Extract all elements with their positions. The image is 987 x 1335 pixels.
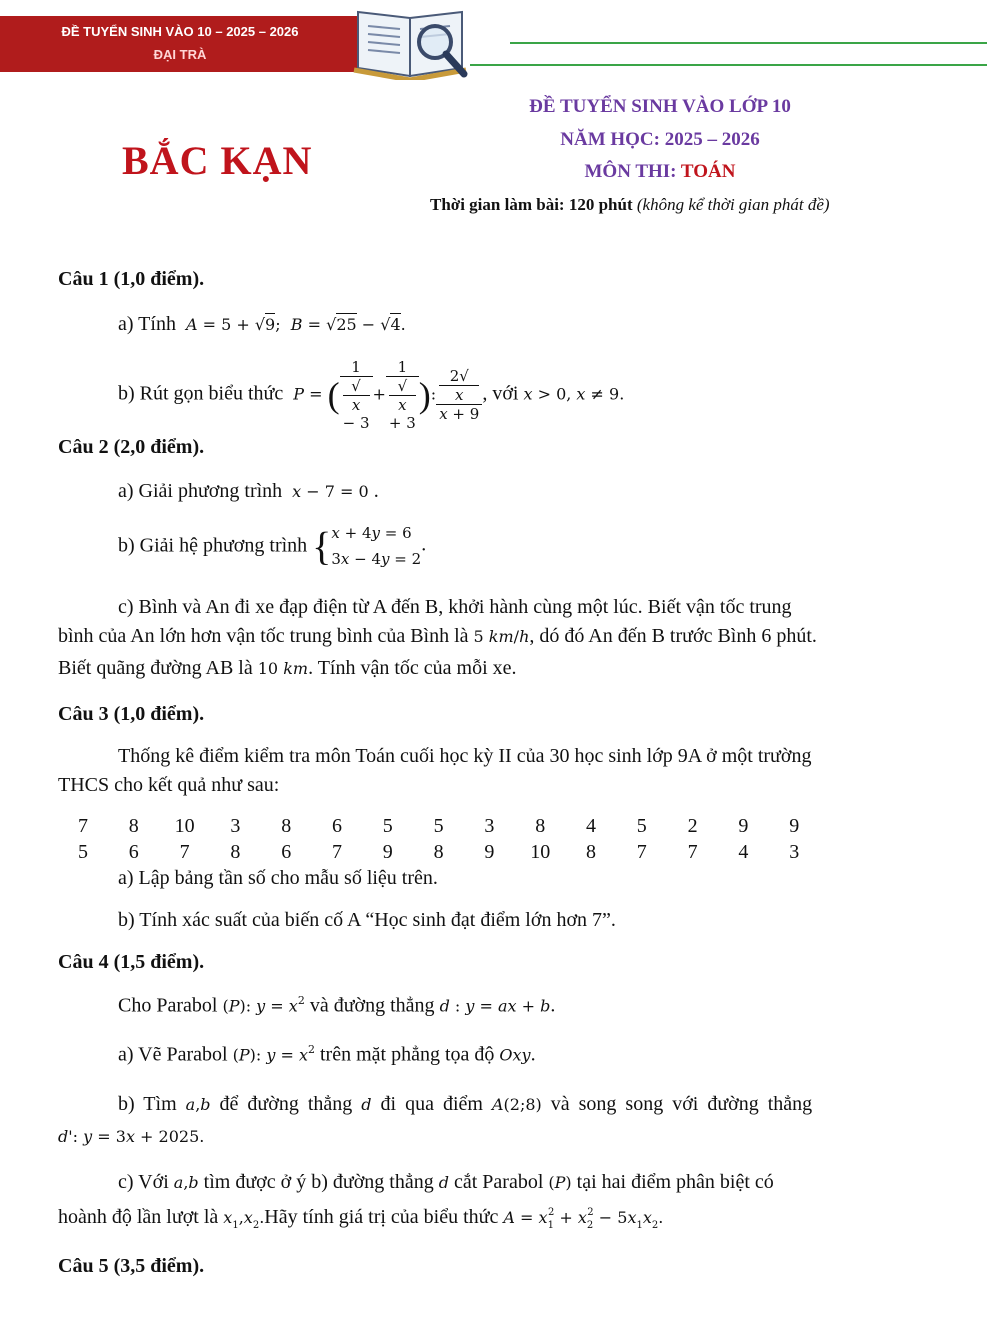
data-value: 4	[586, 815, 596, 837]
data-value: 9	[738, 815, 749, 837]
data-value: 7	[332, 841, 342, 863]
data-value: 3	[484, 815, 495, 837]
question-2c-line3: Biết quãng đường AB là 10 km. Tính vận tốc của mỗi xe.	[58, 657, 517, 679]
data-value: 6	[128, 841, 139, 863]
data-value: 5	[636, 815, 647, 837]
question-3-intro-line1: Thống kê điểm kiểm tra môn Toán cuối học kỳ II của 30 học sinh lớp 9A ở một trường	[118, 745, 812, 767]
data-value: 4	[738, 841, 749, 863]
data-value: 5	[382, 815, 393, 837]
question-5-title: Câu 5 (3,5 điểm).	[58, 1255, 205, 1277]
data-value: 9	[789, 815, 800, 837]
data-value: 3	[230, 815, 241, 837]
data-value: 6	[281, 841, 292, 863]
question-4a: a) Vẽ Parabol (P): $y = x^2$ trên mặt phẳng tọa độ Oxy.	[118, 1043, 536, 1066]
question-3-title: Câu 3 (1,0 điểm).	[58, 703, 205, 725]
question-4c-line2: hoành độ lần lượt là $x_1,x_2.Hãy$ tính giá trị của biểu thức $A = x_1^2 + x_2^2 - 5x_1x_2$.	[58, 1206, 664, 1231]
exam-title: ĐỀ TUYỂN SINH VÀO LỚP 10	[529, 96, 791, 117]
data-value: 9	[484, 841, 495, 863]
data-value: 10	[530, 841, 551, 863]
question-4b-line1: b) Tìm a,b để đường thẳng d đi qua điểm A(2;8) và song song với đường thẳng	[118, 1093, 813, 1115]
question-4-title: Câu 4 (1,5 điểm).	[58, 951, 205, 973]
data-value: 8	[433, 841, 444, 863]
question-2-title: Câu 2 (2,0 điểm).	[58, 436, 205, 458]
data-value: 7	[636, 841, 647, 863]
data-value: 3	[789, 841, 800, 863]
question-3b: b) Tính xác suất của biến cố A “Học sinh đạt điểm lớn hơn 7”.	[118, 909, 616, 931]
data-value: 8	[230, 841, 241, 863]
data-value: 8	[535, 815, 546, 837]
divider-line	[470, 64, 987, 66]
question-1b: b) Rút gọn biểu thức P = ( 1 √ x − 3 + 1 √ x + 3 ): 2√ x x + 9 , với x > 0, x ≠ 9.	[118, 358, 625, 432]
question-4-intro: Cho Parabol (P): $y = x^2$ và đường thẳng d : y = ax + b.	[118, 994, 556, 1017]
school-name: BẮC KẠN	[122, 138, 313, 183]
data-value: 8	[586, 841, 596, 863]
banner-subtitle: ĐẠI TRÀ	[153, 47, 207, 62]
school-year: NĂM HỌC: 2025 – 2026	[560, 129, 760, 150]
question-1a: a) Tính A = 5 + √9; B = √25 − √4.	[118, 313, 406, 335]
question-2b: b) Giải hệ phương trình {x + 4y = 6 3x − 4y = 2.	[118, 523, 427, 569]
question-4b-line2: d': y = 3x + 2025.	[58, 1127, 205, 1146]
data-value: 10	[174, 815, 195, 837]
question-1-title: Câu 1 (1,0 điểm).	[58, 268, 205, 290]
question-2c-line2: bình của An lớn hơn vận tốc trung bình của Bình là 5 km/h, dó đó An đến B trước Bình 6 phút.	[58, 625, 817, 647]
data-value: 8	[128, 815, 139, 837]
question-2a: a) Giải phương trình x − 7 = 0 .	[118, 480, 379, 502]
data-value: 7	[179, 841, 190, 863]
data-value: 2	[687, 815, 698, 837]
question-3-intro-line2: THCS cho kết quả như sau:	[58, 774, 280, 796]
data-value: 5	[433, 815, 444, 837]
time-limit: Thời gian làm bài: 120 phút (không kể thời gian phát đề)	[430, 195, 830, 214]
data-value: 9	[382, 841, 393, 863]
data-value: 6	[332, 815, 342, 837]
question-3a: a) Lập bảng tần số cho mẫu số liệu trên.	[118, 867, 438, 889]
data-value: 7	[78, 815, 88, 837]
data-value: 5	[78, 841, 88, 863]
subject-line: MÔN THI: TOÁN	[584, 161, 736, 182]
data-value: 8	[281, 815, 292, 837]
question-4c-line1: c) Với a,b tìm được ở ý b) đường thẳng d cắt Parabol (P) tại hai điểm phân biệt có	[118, 1171, 774, 1193]
subject-name: TOÁN	[680, 161, 736, 182]
divider-line	[510, 42, 987, 44]
book-magnifier-icon	[350, 0, 480, 85]
banner-title: ĐỀ TUYỂN SINH VÀO 10 – 2025 – 2026	[61, 24, 299, 39]
data-value: 7	[687, 841, 698, 863]
question-2c-line1: c) Bình và An đi xe đạp điện từ A đến B, khởi hành cùng một lúc. Biết vận tốc trung	[118, 596, 792, 618]
